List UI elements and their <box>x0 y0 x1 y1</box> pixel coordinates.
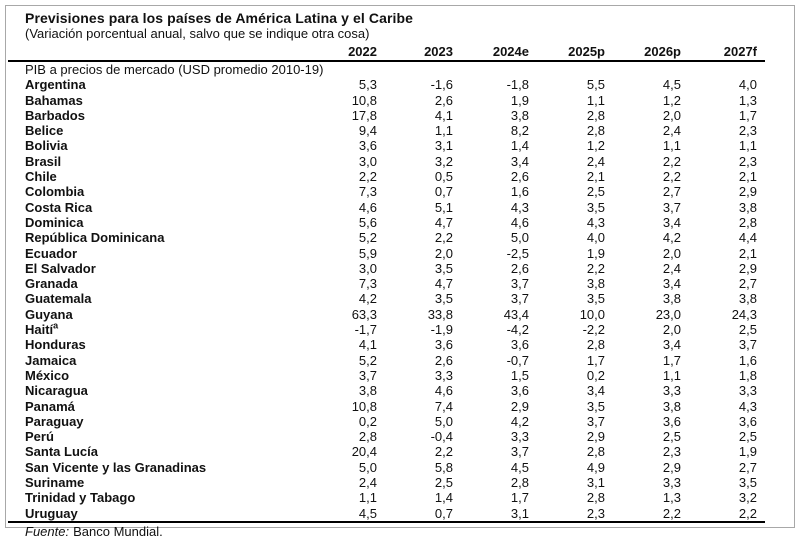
value-cell: 3,8 <box>510 107 529 123</box>
value-cell: 0,7 <box>385 506 461 522</box>
value-cell: 2,0 <box>434 245 453 261</box>
value-cell: 10,8 <box>351 398 377 414</box>
value-cell: 1,1 <box>738 138 757 154</box>
table-row <box>8 383 765 398</box>
country-cell <box>8 490 309 505</box>
value-cell: 2,9 <box>738 184 757 200</box>
country-cell <box>8 184 309 199</box>
source-label: Fuente: <box>25 523 70 539</box>
value-cell: 2,1 <box>738 169 757 185</box>
country-name: Honduras <box>25 337 86 353</box>
value-cell: 2,2 <box>613 506 689 522</box>
value-cell: 3,5 <box>738 475 757 491</box>
value-cell: 7,4 <box>434 398 453 414</box>
value-cell: 3,7 <box>662 199 681 215</box>
table-row <box>8 368 765 383</box>
table-row <box>8 291 765 306</box>
value-cell: 1,6 <box>510 184 529 200</box>
country-name: Colombia <box>25 184 85 200</box>
value-cell: 3,7 <box>510 276 529 292</box>
table-row <box>8 444 765 459</box>
table-row <box>8 108 765 123</box>
table-row <box>8 475 765 490</box>
country-cell <box>8 138 309 153</box>
value-cell: 3,6 <box>434 337 453 353</box>
value-cell: 10,0 <box>579 306 605 322</box>
value-cell: 2,8 <box>510 475 529 491</box>
value-cell: 2,5 <box>738 429 757 445</box>
value-cell: 2,6 <box>434 92 453 108</box>
value-cell: 20,4 <box>351 444 377 460</box>
value-cell: 4,6 <box>358 199 377 215</box>
table-row <box>8 353 765 368</box>
value-cell: 3,8 <box>662 291 681 307</box>
value-cell: 3,3 <box>510 429 529 445</box>
value-cell: 3,1 <box>586 475 605 491</box>
country-name: Bolivia <box>25 138 68 154</box>
table-row <box>8 169 765 184</box>
value-cell: 1,7 <box>738 107 757 123</box>
value-cell: 5,0 <box>510 230 529 246</box>
country-cell <box>8 230 309 245</box>
country-cell <box>8 399 309 414</box>
value-cell: 4,2 <box>510 413 529 429</box>
value-cell: 2,0 <box>662 107 681 123</box>
value-cell: 2,8 <box>358 429 377 445</box>
table-figure <box>6 6 794 539</box>
value-cell: 2,2 <box>689 506 765 522</box>
value-cell: 1,9 <box>510 92 529 108</box>
table-title: Previsiones para los países de América Latina y el Caribe <box>25 10 414 26</box>
country-cell <box>8 77 309 92</box>
value-cell: 5,6 <box>358 214 377 230</box>
value-cell: 1,5 <box>510 367 529 383</box>
table-row <box>8 246 765 261</box>
year-column-header: 2027f <box>689 44 765 61</box>
value-cell: 1,4 <box>434 490 453 506</box>
value-cell: -1,6 <box>430 77 453 93</box>
value-cell: 0,7 <box>434 184 453 200</box>
value-cell: 3,5 <box>434 291 453 307</box>
value-cell: 2,8 <box>738 214 757 230</box>
value-cell: 17,8 <box>351 107 377 123</box>
table-row <box>8 414 765 429</box>
value-cell: 2,5 <box>738 322 757 338</box>
value-cell: 1,7 <box>510 490 529 506</box>
country-name: Trinidad y Tabago <box>25 490 136 506</box>
value-cell: 4,0 <box>586 230 605 246</box>
value-cell: 3,8 <box>358 383 377 399</box>
year-column-header: 2023 <box>385 44 461 61</box>
value-cell: 2,9 <box>510 398 529 414</box>
value-cell: 2,5 <box>662 429 681 445</box>
value-cell: 1,1 <box>586 92 605 108</box>
table-row <box>8 215 765 230</box>
country-name: El Salvador <box>25 260 96 276</box>
value-cell: 2,0 <box>662 322 681 338</box>
value-cell: 2,3 <box>537 506 613 522</box>
country-name: Perú <box>25 429 54 445</box>
country-name: Guatemala <box>25 291 92 307</box>
value-cell: 2,6 <box>510 169 529 185</box>
value-cell: 2,2 <box>434 444 453 460</box>
source-note <box>8 524 794 539</box>
value-cell: 5,8 <box>434 459 453 475</box>
table-row <box>8 93 765 108</box>
value-cell: 3,1 <box>434 138 453 154</box>
country-name: Panamá <box>25 398 75 414</box>
country-cell <box>8 444 309 459</box>
value-cell: 0,2 <box>586 367 605 383</box>
table-row <box>8 429 765 444</box>
section-header-row <box>8 61 765 77</box>
value-cell: 2,3 <box>662 444 681 460</box>
value-cell: 4,1 <box>434 107 453 123</box>
value-cell: 1,7 <box>586 352 605 368</box>
value-cell: 4,2 <box>358 291 377 307</box>
value-cell: 3,4 <box>586 383 605 399</box>
country-cell <box>8 475 309 490</box>
value-cell: 3,3 <box>662 383 681 399</box>
table-row <box>8 138 765 153</box>
value-cell: 1,3 <box>662 490 681 506</box>
value-cell: 4,6 <box>510 214 529 230</box>
value-cell: 5,2 <box>358 352 377 368</box>
value-cell: 3,4 <box>662 214 681 230</box>
country-name: Costa Rica <box>25 199 93 215</box>
country-cell <box>8 123 309 138</box>
value-cell: 1,7 <box>662 352 681 368</box>
value-cell: 4,2 <box>662 230 681 246</box>
value-cell: 1,8 <box>738 367 757 383</box>
country-cell <box>8 383 309 398</box>
year-column-header: 2022 <box>309 44 385 61</box>
value-cell: 1,2 <box>586 138 605 154</box>
value-cell: 2,7 <box>738 276 757 292</box>
value-cell: 2,9 <box>586 429 605 445</box>
country-cell <box>8 261 309 276</box>
country-column-header <box>8 44 309 61</box>
value-cell: 3,8 <box>738 199 757 215</box>
value-cell: 4,9 <box>586 459 605 475</box>
value-cell: 63,3 <box>351 306 377 322</box>
value-cell: 9,4 <box>358 123 377 139</box>
country-name: Santa Lucía <box>25 444 98 460</box>
value-cell: 4,1 <box>358 337 377 353</box>
value-cell: 2,8 <box>586 337 605 353</box>
country-name: Argentina <box>25 77 86 93</box>
value-cell: 4,6 <box>434 383 453 399</box>
value-cell: 1,6 <box>738 352 757 368</box>
value-cell: 8,2 <box>510 123 529 139</box>
country-name: Jamaica <box>25 352 77 368</box>
value-cell: 4,7 <box>434 214 453 230</box>
value-cell: 3,6 <box>358 138 377 154</box>
value-cell: 4,3 <box>586 214 605 230</box>
value-cell: 5,0 <box>358 459 377 475</box>
value-cell: 3,5 <box>586 199 605 215</box>
table-row <box>8 307 765 322</box>
country-name: Brasil <box>25 153 62 169</box>
value-cell: 2,4 <box>586 153 605 169</box>
value-cell: 2,2 <box>586 260 605 276</box>
value-cell: 5,2 <box>358 230 377 246</box>
country-name: Ecuador <box>25 245 78 261</box>
table-row <box>8 490 765 505</box>
table-row <box>8 77 765 92</box>
value-cell: 0,5 <box>434 169 453 185</box>
value-cell: 2,6 <box>434 352 453 368</box>
value-cell: 3,7 <box>738 337 757 353</box>
value-cell: 23,0 <box>655 306 681 322</box>
year-column-header: 2026p <box>613 44 689 61</box>
value-cell: 3,7 <box>358 367 377 383</box>
value-cell: -1,8 <box>506 77 529 93</box>
value-cell: 5,5 <box>586 77 605 93</box>
value-cell: 3,5 <box>434 260 453 276</box>
table-row <box>8 184 765 199</box>
country-name: Granada <box>25 276 78 292</box>
value-cell: 5,3 <box>358 77 377 93</box>
value-cell: 1,3 <box>738 92 757 108</box>
value-cell: 4,5 <box>309 506 385 522</box>
value-cell: 4,7 <box>434 276 453 292</box>
value-cell: 1,9 <box>586 245 605 261</box>
country-cell <box>8 276 309 291</box>
value-cell: 2,6 <box>510 260 529 276</box>
table-row <box>8 154 765 169</box>
value-cell: 5,0 <box>434 413 453 429</box>
source-value: Banco Mundial. <box>73 523 163 539</box>
value-cell: 3,5 <box>586 291 605 307</box>
country-name: República Dominicana <box>25 230 165 246</box>
value-cell: 2,9 <box>662 459 681 475</box>
country-name: Chile <box>25 169 57 185</box>
value-cell: -2,2 <box>582 322 605 338</box>
country-cell <box>8 368 309 383</box>
forecast-table <box>8 44 765 523</box>
value-cell: 4,0 <box>738 77 757 93</box>
value-cell: 1,2 <box>662 92 681 108</box>
table-row <box>8 399 765 414</box>
country-name: Nicaragua <box>25 383 88 399</box>
value-cell: 10,8 <box>351 92 377 108</box>
country-cell <box>8 246 309 261</box>
country-cell <box>8 506 309 522</box>
value-cell: -1,9 <box>430 322 453 338</box>
year-header-row <box>8 44 765 61</box>
value-cell: 2,8 <box>586 444 605 460</box>
value-cell: 43,4 <box>503 306 529 322</box>
value-cell: 3,6 <box>738 413 757 429</box>
value-cell: 4,3 <box>738 398 757 414</box>
value-cell: 3,1 <box>461 506 537 522</box>
value-cell: 2,2 <box>358 169 377 185</box>
value-cell: 3,7 <box>510 291 529 307</box>
country-cell <box>8 291 309 306</box>
value-cell: 3,3 <box>662 475 681 491</box>
table-row <box>8 230 765 245</box>
value-cell: 3,2 <box>434 153 453 169</box>
country-name: Guyana <box>25 306 73 322</box>
value-cell: 2,0 <box>662 245 681 261</box>
value-cell: 2,8 <box>586 490 605 506</box>
country-name: San Vicente y las Granadinas <box>25 459 207 475</box>
value-cell: 7,3 <box>358 276 377 292</box>
value-cell: 4,5 <box>510 459 529 475</box>
country-name: Paraguay <box>25 413 84 429</box>
value-cell: 3,5 <box>586 398 605 414</box>
value-cell: 1,1 <box>358 490 377 506</box>
value-cell: 2,4 <box>662 123 681 139</box>
value-cell: 2,2 <box>662 153 681 169</box>
table-row <box>8 276 765 291</box>
value-cell: -0,7 <box>506 352 529 368</box>
country-cell <box>8 169 309 184</box>
value-cell: 3,4 <box>510 153 529 169</box>
value-cell: 5,9 <box>358 245 377 261</box>
value-cell: 3,3 <box>434 367 453 383</box>
country-cell <box>8 215 309 230</box>
country-name: Belice <box>25 123 64 139</box>
year-column-header: 2024e <box>461 44 537 61</box>
value-cell: 0,2 <box>358 413 377 429</box>
value-cell: 3,4 <box>662 276 681 292</box>
value-cell: 3,7 <box>586 413 605 429</box>
country-cell <box>8 337 309 352</box>
value-cell: 2,4 <box>358 475 377 491</box>
country-name: Suriname <box>25 475 85 491</box>
value-cell: 1,1 <box>434 123 453 139</box>
value-cell: 1,9 <box>738 444 757 460</box>
value-cell: 4,4 <box>738 230 757 246</box>
table-row <box>8 460 765 475</box>
value-cell: 2,8 <box>586 123 605 139</box>
value-cell: 1,1 <box>662 138 681 154</box>
value-cell: 3,7 <box>510 444 529 460</box>
country-cell <box>8 460 309 475</box>
value-cell: 2,3 <box>738 123 757 139</box>
country-name: Bahamas <box>25 92 83 108</box>
value-cell: 24,3 <box>731 306 757 322</box>
value-cell: -2,5 <box>506 245 529 261</box>
value-cell: 33,8 <box>427 306 453 322</box>
value-cell: 2,7 <box>662 184 681 200</box>
table-row <box>8 337 765 352</box>
year-column-header: 2025p <box>537 44 613 61</box>
country-name: Uruguay <box>25 505 78 521</box>
country-cell <box>8 353 309 368</box>
value-cell: 7,3 <box>358 184 377 200</box>
value-cell: 3,8 <box>662 398 681 414</box>
value-cell: -0,4 <box>430 429 453 445</box>
table-subtitle: (Variación porcentual anual, salvo que se indique otra cosa) <box>25 26 370 41</box>
country-cell <box>8 200 309 215</box>
value-cell: -1,7 <box>354 322 377 338</box>
country-name: México <box>25 367 70 383</box>
table-row <box>8 123 765 138</box>
value-cell: 3,6 <box>662 413 681 429</box>
value-cell: 5,1 <box>434 199 453 215</box>
country-cell <box>8 154 309 169</box>
value-cell: 2,5 <box>586 184 605 200</box>
value-cell: 2,1 <box>586 169 605 185</box>
value-cell: 2,3 <box>738 153 757 169</box>
value-cell: 3,4 <box>662 337 681 353</box>
value-cell: 4,5 <box>662 77 681 93</box>
country-name: Barbados <box>25 107 85 123</box>
country-cell <box>8 429 309 444</box>
value-cell: -4,2 <box>506 322 529 338</box>
value-cell: 3,0 <box>358 260 377 276</box>
value-cell: 3,3 <box>738 383 757 399</box>
value-cell: 1,1 <box>662 367 681 383</box>
value-cell: 3,8 <box>738 291 757 307</box>
value-cell: 3,8 <box>586 276 605 292</box>
footnote-marker: a <box>53 320 59 331</box>
value-cell: 2,2 <box>662 169 681 185</box>
value-cell: 2,7 <box>738 459 757 475</box>
value-cell: 3,0 <box>358 153 377 169</box>
country-name: Haití <box>25 322 54 338</box>
value-cell: 2,8 <box>586 107 605 123</box>
value-cell: 4,3 <box>510 199 529 215</box>
value-cell: 3,2 <box>738 490 757 506</box>
value-cell: 2,1 <box>738 245 757 261</box>
table-row <box>8 200 765 215</box>
country-cell <box>8 93 309 108</box>
figure-frame <box>5 5 795 539</box>
table-row <box>8 322 765 337</box>
country-cell <box>8 322 309 337</box>
table-row <box>8 261 765 276</box>
value-cell: 3,6 <box>510 337 529 353</box>
value-cell: 2,5 <box>434 475 453 491</box>
country-name: Dominica <box>25 214 84 230</box>
value-cell: 2,2 <box>434 230 453 246</box>
country-cell <box>8 108 309 123</box>
table-row <box>8 506 765 522</box>
section-header: PIB a precios de mercado (USD promedio 2010-19) <box>25 62 324 77</box>
value-cell: 2,4 <box>662 260 681 276</box>
country-cell <box>8 414 309 429</box>
value-cell: 2,9 <box>738 260 757 276</box>
value-cell: 3,6 <box>510 383 529 399</box>
value-cell: 1,4 <box>510 138 529 154</box>
